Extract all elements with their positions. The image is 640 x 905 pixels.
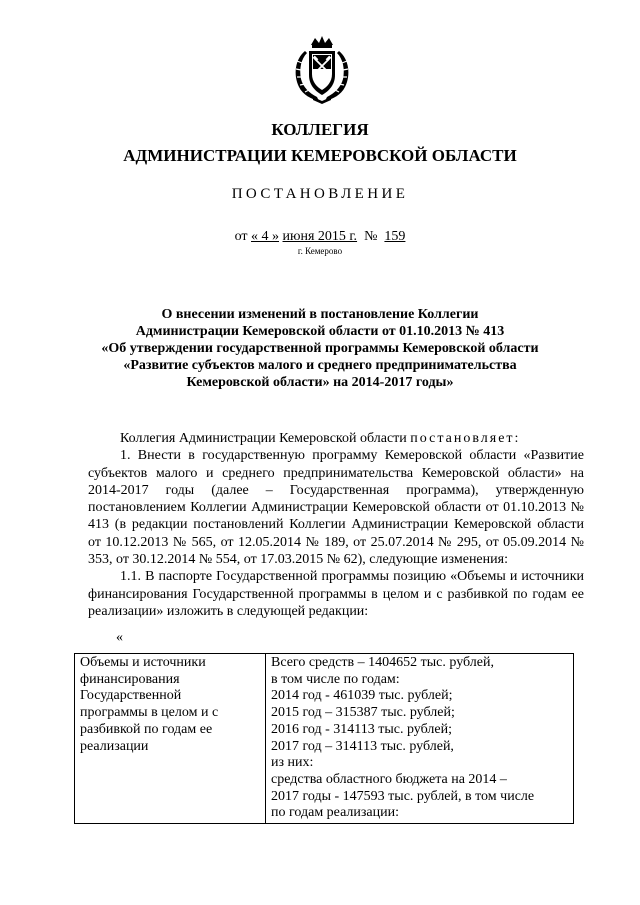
subject-line: Кемеровской области» на 2014-2017 годы»: [186, 375, 454, 390]
item-1-paragraph: 1. Внести в государственную программу Кемеровской области «Развитие субъектов малого и среднего предпринимательства Кемеровской области» на 2014-2017 годы (далее – Государственная программа), утвержденную постановлением Коллегии Администрации Кемеровской области от 01.10.2013 № 413 (в редакции постановлений Коллегии Администрации Кемеровской области от 10.12.2013 № 565, от 12.05.2014 № 189, от 25.07.2014 № 295, от 05.09.2014 № 353, от 30.12.2014 № 554, от 17.03.2015 № 62), следующие изменения:: [88, 448, 584, 568]
cell-line: Государственной: [80, 688, 182, 704]
cell-line: из них:: [271, 755, 314, 771]
cell-line: разбивкой по годам ее: [80, 721, 213, 737]
cell-line: по годам реализации:: [271, 805, 399, 821]
subject-line: О внесении изменений в постановление Коллегии: [161, 307, 479, 322]
cell-line: 2017 годы - 147593 тыс. рублей, в том числе: [271, 788, 535, 804]
subject-line: Администрации Кемеровской области от 01.10.2013 № 413: [135, 324, 505, 339]
cell-line: Всего средств – 1404652 тыс. рублей,: [271, 655, 494, 670]
document-number: 159: [384, 229, 406, 244]
document-type: ПОСТАНОВЛЕНИЕ: [231, 186, 409, 202]
table-cell-label: [75, 654, 266, 824]
subject-line: «Об утверждении государственной программы Кемеровской области: [101, 341, 539, 356]
opening-quote: «: [116, 630, 123, 645]
cell-line: программы в целом и с: [80, 705, 219, 721]
cell-line: средства областного бюджета на 2014 –: [271, 771, 507, 787]
date-prefix: от: [234, 229, 248, 244]
date-day: « 4 »: [251, 229, 280, 244]
date-month-year: июня 2015 г.: [282, 229, 358, 244]
number-sign: №: [364, 229, 378, 244]
city-label: г. Кемерово: [297, 246, 343, 256]
table-row: [75, 654, 574, 824]
document-body: [88, 430, 584, 620]
date-line: [0, 228, 640, 246]
passport-table: [74, 653, 574, 824]
cell-line: в том числе по годам:: [271, 671, 400, 687]
intro-text: Коллегия Администрации Кемеровской области: [120, 431, 407, 446]
item-1-1-paragraph: 1.1. В паспорте Государственной программы позицию «Объемы и источники финансирования Государственной программы в целом и с разбивкой по годам ее реализации» изложить в следующей редакции:: [88, 569, 584, 619]
subject-line: «Развитие субъектов малого и среднего предпринимательства: [123, 358, 517, 373]
org-name-line2: АДМИНИСТРАЦИИ КЕМЕРОВСКОЙ ОБЛАСТИ: [123, 146, 517, 165]
cell-line: Объемы и источники: [80, 655, 206, 670]
cell-line: 2015 год – 315387 тыс. рублей;: [271, 705, 455, 721]
document-subject: [70, 306, 570, 391]
cell-line: 2017 год – 314113 тыс. рублей,: [271, 738, 454, 754]
cell-line: реализации: [80, 738, 149, 754]
cell-line: 2014 год - 461039 тыс. рублей;: [271, 688, 453, 704]
cell-line: 2016 год - 314113 тыс. рублей;: [271, 721, 452, 737]
org-name-line1: КОЛЛЕГИЯ: [271, 120, 369, 139]
coat-of-arms-emblem: [291, 35, 353, 105]
table-cell-value: [266, 654, 574, 824]
intro-paragraph: [88, 430, 584, 447]
intro-verb: постановляет:: [410, 431, 521, 446]
cell-line: финансирования: [80, 671, 180, 687]
